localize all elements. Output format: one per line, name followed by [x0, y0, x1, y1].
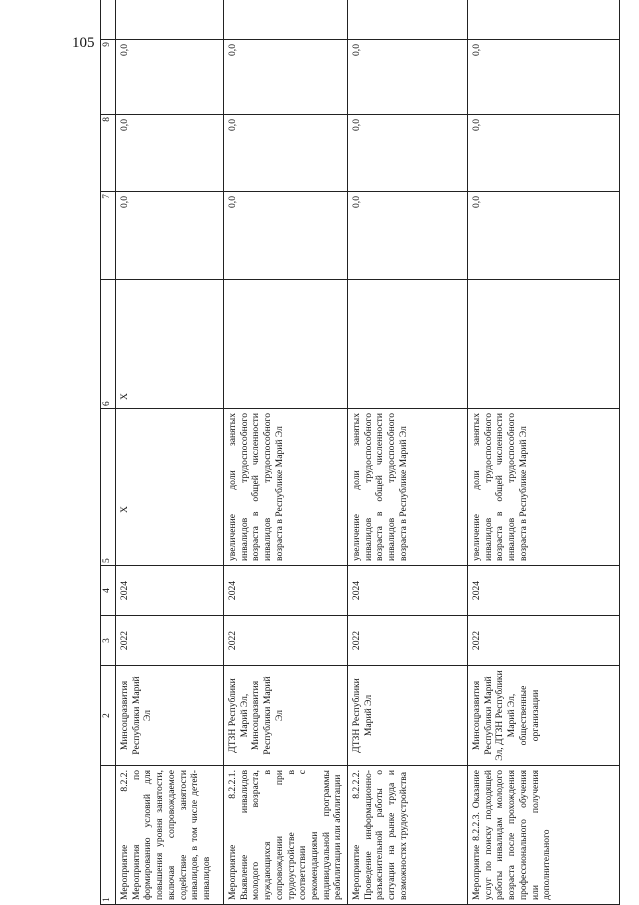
value-col-8: 0,0 [224, 115, 348, 192]
result-cell: увеличение доли занятых инвалидов трудоспособного возраста в общей численности инвалидов трудоспособного возраста в Республике Марий Эл [224, 409, 348, 566]
value-col-10 [468, 0, 620, 40]
value-col-7: 0,0 [348, 192, 468, 280]
result-cell: Х [116, 409, 224, 566]
value-col-9: 0,0 [348, 40, 468, 115]
start-year-cell: 2022 [348, 616, 468, 666]
measure-cell: Мероприятие 8.2.2.1. Выявление инвалидов молодого возраста, нуждающихся в сопровождении при трудоустройстве в соответствии с рекомендациями индивидуальной программы реабилитации или абилитации [224, 766, 348, 905]
executor-cell: Минсоцразвития Республики Марий Эл, ДТЗН Республики Марий Эл, общественные организации [468, 666, 620, 766]
value-col-8: 0,0 [116, 115, 224, 192]
measure-cell: Мероприятие 8.2.2. Мероприятия по формированию условий для повышения уровня занятости, включая сопровождаемое содействие занятости инвалидов, в том числе детей-инвалидов [116, 766, 224, 905]
col-header-10 [101, 0, 116, 40]
value-col-10 [224, 0, 348, 40]
col-header-2: 2 [101, 666, 116, 766]
column-number-row [101, 0, 116, 905]
value-col-10 [116, 0, 224, 40]
end-year-cell: 2024 [348, 566, 468, 616]
col-header-8: 8 [101, 115, 116, 192]
executor-cell: ДТЗН Республики Марий Эл, Минсоцразвития Республики Марий Эл [224, 666, 348, 766]
value-col-8: 0,0 [348, 115, 468, 192]
value-col-9: 0,0 [224, 40, 348, 115]
table-row [116, 0, 224, 905]
table-row [224, 0, 348, 905]
end-year-cell: 2024 [468, 566, 620, 616]
value-col-10 [348, 0, 468, 40]
start-year-cell: 2022 [116, 616, 224, 666]
value-col-9: 0,0 [468, 40, 620, 115]
executor-cell: ДТЗН Республики Марий Эл [348, 666, 468, 766]
rotated-table-sheet [100, 15, 620, 905]
col-header-7: 7 [101, 192, 116, 280]
indicator-cell [224, 280, 348, 409]
value-col-7: 0,0 [116, 192, 224, 280]
table-row [468, 0, 620, 905]
result-cell: увеличение доли занятых инвалидов трудоспособного возраста в общей численности инвалидов трудоспособного возраста в Республике Марий Эл [468, 409, 620, 566]
col-header-1: 1 [101, 766, 116, 905]
indicator-cell: Х [116, 280, 224, 409]
value-col-8: 0,0 [468, 115, 620, 192]
col-header-5: 5 [101, 409, 116, 566]
col-header-6: 6 [101, 280, 116, 409]
end-year-cell: 2024 [116, 566, 224, 616]
end-year-cell: 2024 [224, 566, 348, 616]
executor-cell: Минсоцразвития Республики Марий Эл [116, 666, 224, 766]
col-header-4: 4 [101, 566, 116, 616]
page-number: 105 [72, 35, 95, 51]
col-header-3: 3 [101, 616, 116, 666]
value-col-9: 0,0 [116, 40, 224, 115]
value-col-7: 0,0 [224, 192, 348, 280]
result-cell: увеличение доли занятых инвалидов трудоспособного возраста в общей численности инвалидов трудоспособного возраста в Республике Марий Эл [348, 409, 468, 566]
table-row [348, 0, 468, 905]
indicator-cell [468, 280, 620, 409]
indicator-cell [348, 280, 468, 409]
start-year-cell: 2022 [468, 616, 620, 666]
program-measures-table [100, 0, 620, 905]
measure-cell: Мероприятие 8.2.2.2. Проведение информационно-разъяснительной работы о ситуации на рынке труда и возможностях трудоустройства [348, 766, 468, 905]
value-col-7: 0,0 [468, 192, 620, 280]
start-year-cell: 2022 [224, 616, 348, 666]
measure-cell: Мероприятие 8.2.2.3. Оказание услуг по поиску подходящей работы инвалидам молодого возраста после прохождения профессионального обучения или получения дополнительного [468, 766, 620, 905]
col-header-9: 9 [101, 40, 116, 115]
